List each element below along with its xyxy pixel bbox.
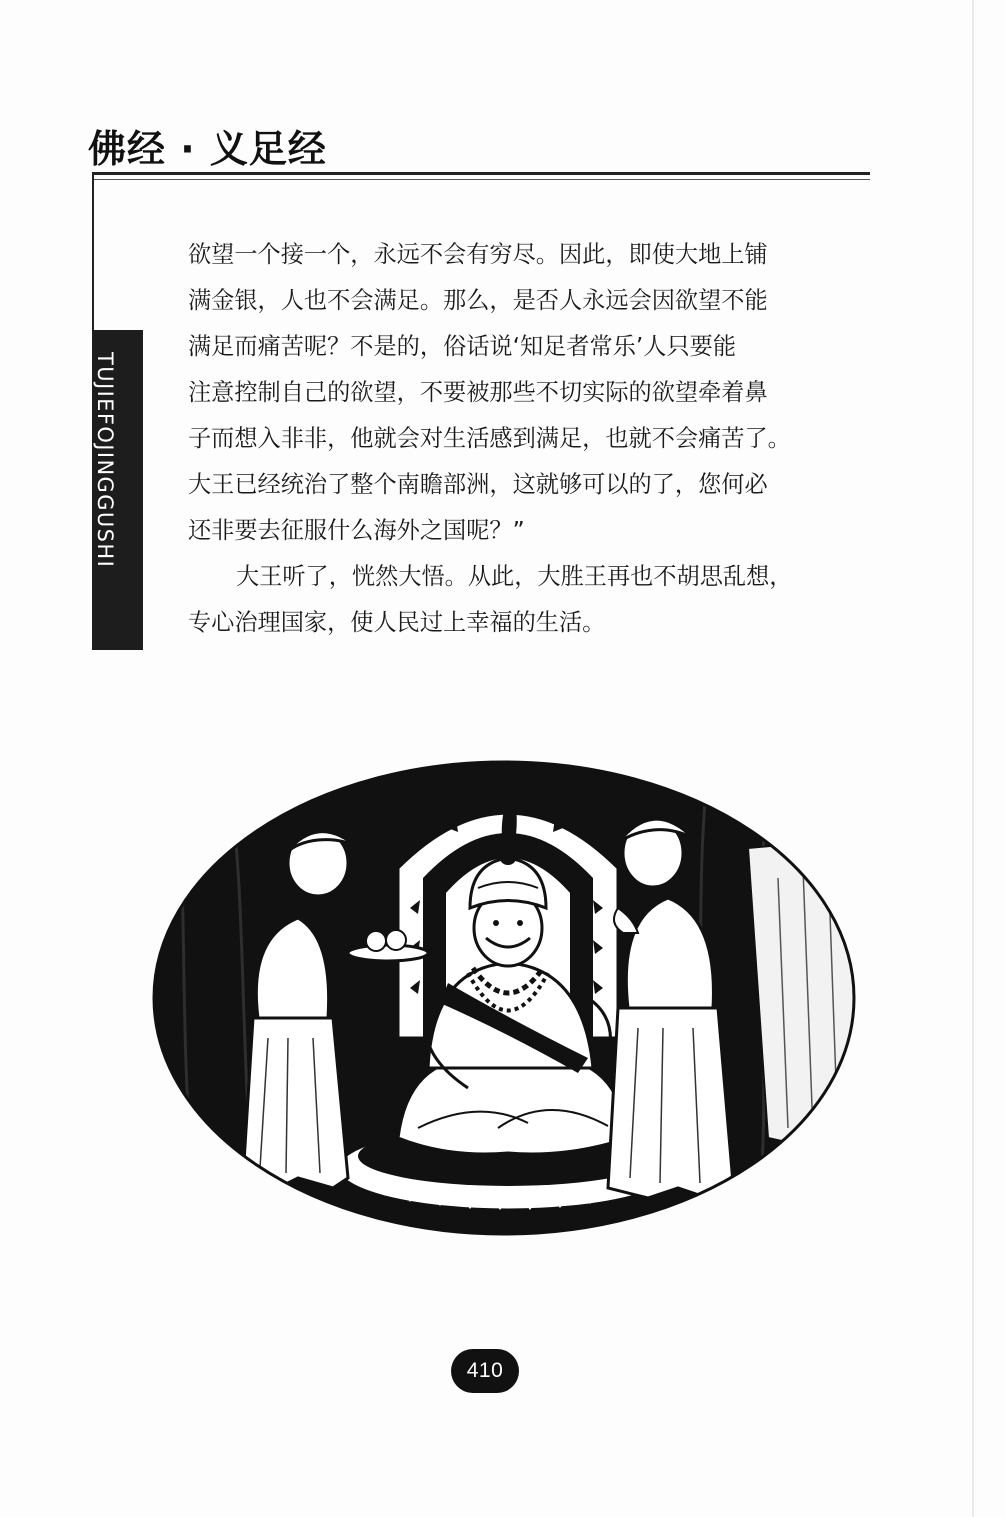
body-line: 子而想入非非，他就会对生活感到满足，也就不会痛苦了。 <box>188 425 791 452</box>
body-line: 欲望一个接一个，永远不会有穷尽。因此，即使大地上铺 <box>188 241 768 268</box>
page-title: 佛经 · 义足经 <box>88 127 327 171</box>
body-line: 满足而痛苦呢？不是的，俗话说‘知足者常乐’人只要能 <box>188 333 737 360</box>
header-rule-vertical <box>92 172 94 330</box>
header-rule-thick <box>92 172 870 175</box>
body-line: 满金银，人也不会满足。那么，是否人永远会因欲望不能 <box>188 287 768 314</box>
body-line: 还非要去征服什么海外之国呢？” <box>188 517 525 544</box>
page-number-badge <box>451 1349 519 1393</box>
side-tab-label: TUJIEFOJINGGUSHI <box>93 352 117 569</box>
page-number: 410 <box>466 1359 504 1382</box>
header-rule-thin <box>92 179 870 180</box>
body-line: 注意控制自己的欲望，不要被那些不切实际的欲望牵着鼻 <box>188 379 768 406</box>
body-text <box>188 232 878 646</box>
king-with-attendants-illustration <box>148 758 860 1250</box>
body-line: 大王已经统治了整个南瞻部洲，这就够可以的了，您何必 <box>188 471 768 498</box>
page-edge <box>972 0 974 1517</box>
body-line: 大王听了，恍然大悟。从此，大胜王再也不胡思乱想， <box>236 563 793 590</box>
body-line: 专心治理国家，使人民过上幸福的生活。 <box>188 609 606 636</box>
